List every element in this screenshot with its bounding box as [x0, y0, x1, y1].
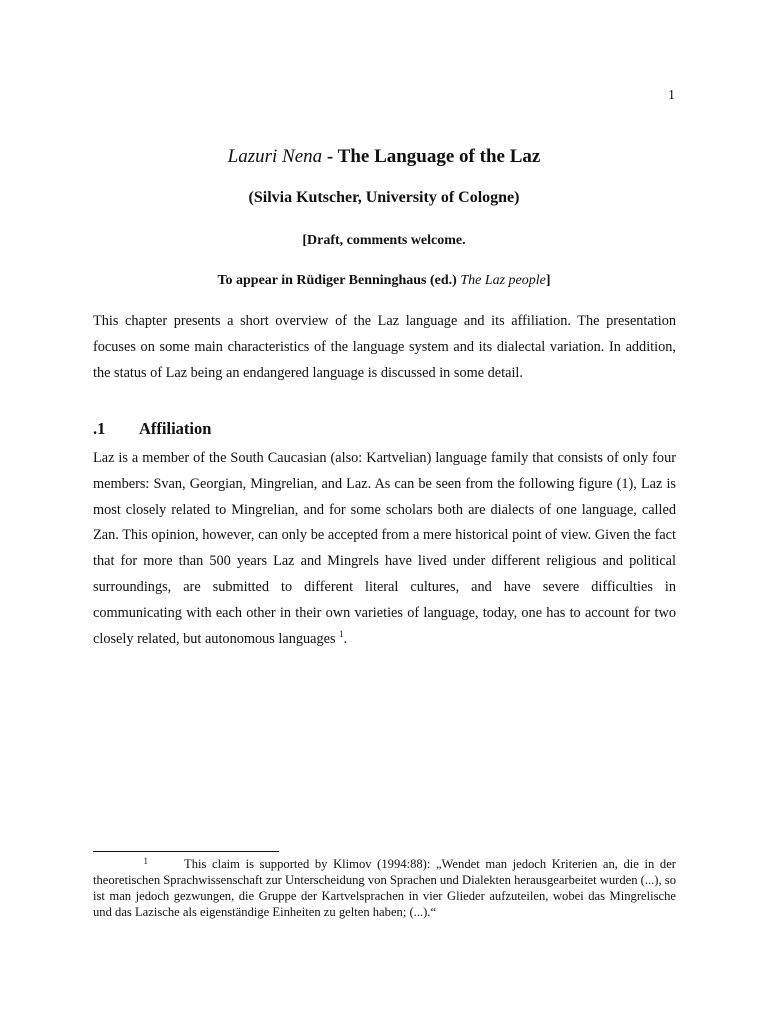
- footnote-reference[interactable]: 1: [339, 628, 344, 639]
- body-text-end: .: [343, 630, 348, 647]
- title-italic: Lazuri Nena: [227, 146, 323, 167]
- body-paragraph: [93, 446, 676, 652]
- publication-title: The Laz people: [460, 273, 546, 288]
- footnote-marker: 1: [143, 856, 148, 866]
- footnote-marker-wrap: [93, 856, 184, 872]
- publication-note: [0, 273, 768, 289]
- intro-paragraph: This chapter presents a short overview of the Laz language and its affiliation. The presentation focuses on some main characteristics of the language system and its dialectal variation. In addition, the status of Laz being an endangered language is discussed in some detail.: [93, 313, 676, 381]
- footnote-separator: [93, 851, 279, 852]
- author-line: (Silvia Kutscher, University of Cologne): [248, 189, 520, 206]
- publication-prefix: To appear in Rüdiger Benninghaus (ed.): [217, 273, 461, 288]
- section-number: .1: [93, 419, 106, 438]
- draft-note: [Draft, comments welcome.: [302, 233, 466, 248]
- title-rest: - The Language of the Laz: [322, 146, 541, 167]
- publication-suffix: ]: [545, 273, 551, 288]
- body-text: Laz is a member of the South Caucasian (also: Kartvelian) language family that consists of only four members: Svan, Georgian, Mingrelian, and Laz. As can be seen from the following figure (1), Laz is most closely related to Mingrelian, and for some scholars both are dialects of one language, called Zan. This opinion, however, can only be accepted from a mere historical point of view. Given the fact that for more than 500 years Laz and Mingrels have lived under different religious and political surroundings, are submitted to different literal cultures, and have severe difficulties in communicating with each other in their own varieties of language, today, one has to account for two closely related, but autonomous languages: [93, 450, 676, 647]
- footnote: [93, 856, 676, 920]
- page-number: 1: [668, 88, 675, 103]
- page-title: [0, 146, 768, 168]
- footnote-text: This claim is supported by Klimov (1994:88): „Wendet man jedoch Kriterien an, die in der theoretischen Sprachwissenschaft zur Unterscheidung von Sprachen und Dialekten herausgearbeitet wurden (...), so ist man jedoch gezwungen, die Gruppe der Kartvelsprachen in vier Glieder aufzuteilen, wobei das Mingrelische und das Lazische als eigenständige Einheiten zu gelten haben; (...).“: [93, 857, 676, 919]
- section-title: Affiliation: [139, 419, 212, 438]
- section-heading: [93, 419, 211, 439]
